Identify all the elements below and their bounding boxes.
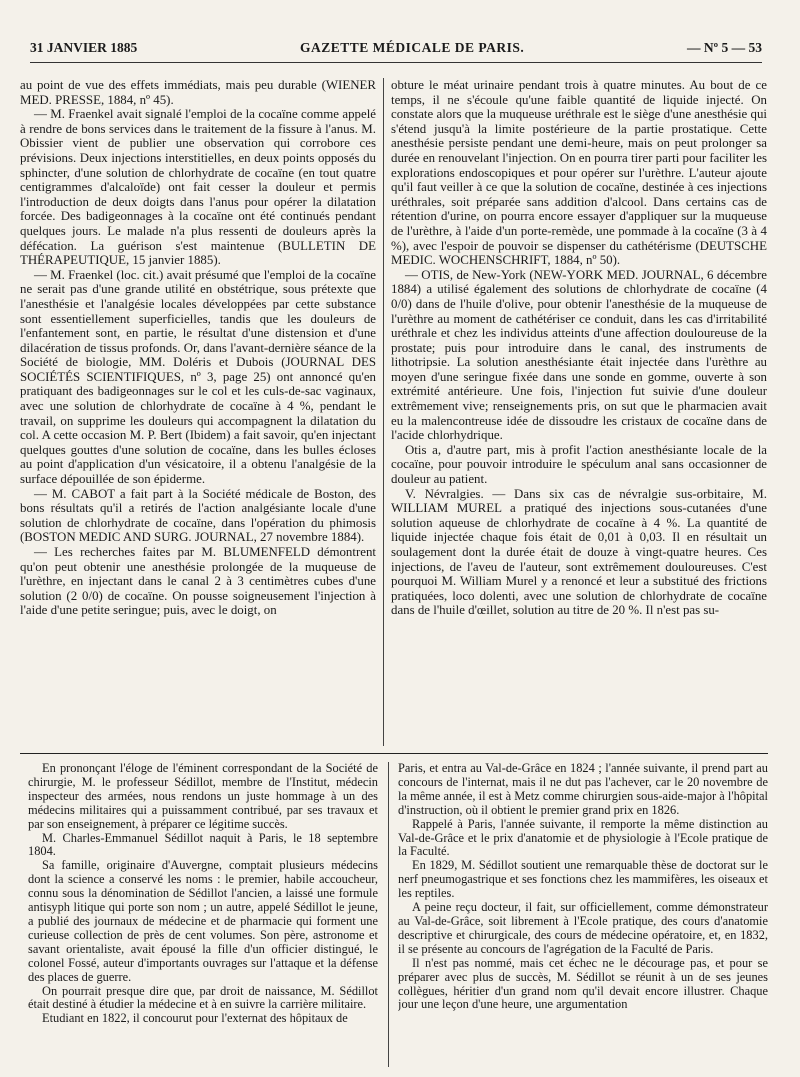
paragraph: Il n'est pas nommé, mais cet échec ne le décourage pas, et pour se préparer avec plus de succès, M. Sédillot se réunit à un de ses jeunes collègues, héritier d'un grand nom qu'il devait encore illustrer. Chaque jour une leçon d'une heure, une argumentation <box>398 955 768 1012</box>
paragraph: Paris, et entra au Val-de-Grâce en 1824 ; l'année suivante, il prend part au concours de l'internat, mais il ne dut pas l'achever, car le 20 novembre de la même année, il est à Metz comme chirurgien sous-aide-major à l'hôpital d'instruction, où il obtient le premier grand prix en 1826. <box>398 762 768 817</box>
paragraph: Sa famille, originaire d'Auvergne, comptait plusieurs médecins dont la science a conservé les noms : le premier, habile accoucheur, connu sous la dénomination de Sédillot l'ancien, a laissé une formule antisyph litique qui porte son nom ; un autre, appelé Sédillot le jeune, a publié des journaux de médecine et de pharmacie qui forment une curieuse collection de près de cent volumes. Son père, astronome et savant orientaliste, avait épousé la fille d'un officier distingué, le colonel Fossé, auteur d'importants ouvrages sur l'attaque et la défense des places de guerre. <box>28 858 378 984</box>
paragraph: En 1829, M. Sédillot soutient une remarquable thèse de doctorat sur le nerf pneumogastrique et ses fonctions chez les mammifères, les oiseaux et les reptiles. <box>398 858 768 901</box>
column-divider <box>388 762 389 1067</box>
paragraph: — M. Fraenkel (loc. cit.) avait présumé que l'emploi de la cocaïne ne serait pas d'une grande utilité en obstétrique, sous prétexte que l'anesthésie et l'analgésie locales développées par cette substance sont essentiellement superficielles, tandis que les douleurs de l'enfantement sont, en partie, le résultat d'une distension et d'une dilacération de tissus profonds. Or, dans l'avant-dernière séance de la Société de biologie, MM. Doléris et Dubois (JOURNAL DES SOCIÉTÉS SCIENTIFIQUES, nº 3, page 25) ont annoncé qu'en pratiquant des badigeonnages sur le col et les culs-de-sac vaginaux, avec une solution de chlorhydrate de cocaïne à 4 %, pendant le travail, on supprime les douleurs qui accompagnent la dilatation du col. A cette occasion M. P. Bert (Ibidem) a fait savoir, qu'en injectant quelques gouttes d'une solution de cocaïne, dans les bulles écloses au point d'application d'un vésicatoire, il a obtenu l'analgésie de la surface dépouillée de son épiderme. <box>20 267 376 487</box>
paragraph: — OTIS, de New-York (NEW-YORK MED. JOURNAL, 6 décembre 1884) a utilisé également des solutions de chlorhydrate de cocaïne (4 0/0) dans de l'huile d'olive, pour obtenir l'anesthésie de la muqueuse de l'urèthre au moment de cathétériser ce conduit, dans les cas d'irritabilité uréthrale et chez les individus atteints d'une affection douloureuse de la prostate; puis pour introduire dans le canal, des instruments de lithotripsie. La solution anesthésiante était injectée dans l'urèthre au moyen d'une seringue fixée dans une sonde en gomme, ouverte à son extrémité antérieure. Une fois, l'injection fut suivie d'une douleur extrêmement vive; renseignements pris, on sut que le pharmacien avait eu la malencontreuse idée de dissoudre les cristaux de cocaïne dans de l'acide chlorhydrique. <box>391 267 767 443</box>
paragraph: Rappelé à Paris, l'année suivante, il remporte la même distinction au Val-de-Grâce et le prix d'anatomie et de physiologie à l'Ecole pratique de la Faculté. <box>398 816 768 859</box>
top-right-column <box>391 78 767 746</box>
bottom-right-column <box>398 762 768 1067</box>
paragraph: Etudiant en 1822, il concourut pour l'externat des hôpitaux de <box>42 1011 348 1026</box>
paragraph: On pourrait presque dire que, par droit de naissance, M. Sédillot était destiné à étudier la médecine et à en suivre la carrière militaire. <box>28 983 378 1012</box>
header-issue-page: — Nº 5 — 53 <box>687 40 762 55</box>
paragraph: En prononçant l'éloge de l'éminent correspondant de la Société de chirurgie, M. le professeur Sédillot, membre de l'Institut, médecin inspecteur des armées, nous rendons un juste hommage à un des médecins militaires qui a puissamment contribué, par ses travaux et par son enseignement, à préparer ce légitime succès. <box>28 762 378 831</box>
bottom-left-column <box>28 762 378 1067</box>
paragraph: Otis a, d'autre part, mis à profit l'action anesthésiante locale de la cocaïne, pour pouvoir introduire le spéculum anal sans occasionner de douleur au patient. <box>391 442 767 487</box>
paragraph: obture le méat urinaire pendant trois à quatre minutes. Au bout de ce temps, il ne s'écoule qu'une faible quantité de liquide injecté. On constate alors que la muqueuse uréthrale est le siège d'une anesthésie qui s'étend jusqu'à la limite postérieure de la partie prostatique. Cette anesthésie persiste pendant une demi-heure, mais on peut prolonger sa durée en renouvelant l'injection. On en pourra tirer parti pour faciliter les explorations endoscopiques et pour opérer sur l'urèthre. L'auteur ajoute qu'il faut veiller à ce que la solution de cocaïne, destinée à ces injections uréthrales, soit préparée sans addition d'alcool. Dans certains cas de rétention d'urine, on pourra encore essayer d'appliquer sur la muqueuse de l'urèthre, à l'aide d'un porte-remède, une pommade à la cocaïne (3 à 4 %), avec l'espoir de pouvoir se dispenser du cathétérisme (DEUTSCHE MEDIC. WOCHENSCHRIFT, 1884, nº 50). <box>391 78 767 268</box>
paragraph: — Les recherches faites par M. BLUMENFELD démontrent qu'on peut obtenir une anesthésie prolongée de la muqueuse de l'urèthre, en injectant dans le canal 2 à 3 centimètres cubes d'une solution (2 0/0) de cocaïne. On pousse soigneusement l'injection à l'aide d'une petite seringue; puis, avec le doigt, on <box>20 545 376 618</box>
paragraph: A peine reçu docteur, il fait, sur officiellement, comme démonstrateur au Val-de-Grâce, soit librement à l'Ecole pratique, des cours d'anatomie descriptive et chirurgicale, des cours de médecine opératoire, et, en 1832, il se présente au concours de l'agrégation de la Faculté de Paris. <box>398 900 768 956</box>
top-left-column <box>20 78 376 746</box>
paragraph: V. Névralgies. — Dans six cas de névralgie sus-orbitaire, M. WILLIAM MUREL a pratiqué des injections sous-cutanées d'une solution aqueuse de chlorhydrate de cocaïne à 4 %. La quantité de liquide injectée chaque fois était de 0,01 à 0,03. Il en résultait un soulagement dont la durée était de douze à vingt-quatre heures. Ces injections, de l'aveu de l'auteur, sont extrêmement douloureuses. C'est pourquoi M. William Murel y a renoncé et leur a substitué des frictions pratiquées, loco dolenti, avec une solution de chlorhydrate de cocaïne dans de l'huile d'œillet, solution au titre de 20 %. Il n'est pas su- <box>391 486 767 618</box>
header-journal-title: GAZETTE MÉDICALE DE PARIS. <box>300 40 525 55</box>
page-header <box>30 40 762 63</box>
section-divider <box>20 753 768 754</box>
paragraph: — M. CABOT a fait part à la Société médicale de Boston, des bons résultats qu'il a retirés de l'action analgésiante locale d'une solution de chlorhydrate de cocaïne, dans l'opération du phimosis (BOSTON MEDIC AND SURG. JOURNAL, 27 novembre 1884). <box>20 486 376 545</box>
paragraph: — M. Fraenkel avait signalé l'emploi de la cocaïne comme appelé à rendre de bons services dans le traitement de la fissure à l'anus. M. Obissier vient de publier une observation qui corrobore ces prévisions. Deux injections interstitielles, en deux points opposés du sphincter, d'une solution de chlorhydrate de cocaïne (en tout quatre centigrammes d'alcaloïde) ont fait cesser la douleur et permis l'introduction de deux doigts dans l'anus pour opérer la dilatation forcée. Des badigeonnages à la cocaïne ont été continués pendant quelques jours. Le malade n'a plus ressenti de douleurs après la défécation. La guérison s'est maintenue (BULLETIN DE THÉRAPEUTIQUE, 15 janvier 1885). <box>20 107 376 268</box>
column-divider <box>383 78 384 746</box>
paragraph: M. Charles-Emmanuel Sédillot naquit à Paris, le 18 septembre 1804. <box>28 830 378 859</box>
paragraph: au point de vue des effets immédiats, mais peu durable (WIENER MED. PRESSE, 1884, nº 45). <box>20 78 376 107</box>
header-date: 31 JANVIER 1885 <box>30 40 138 55</box>
